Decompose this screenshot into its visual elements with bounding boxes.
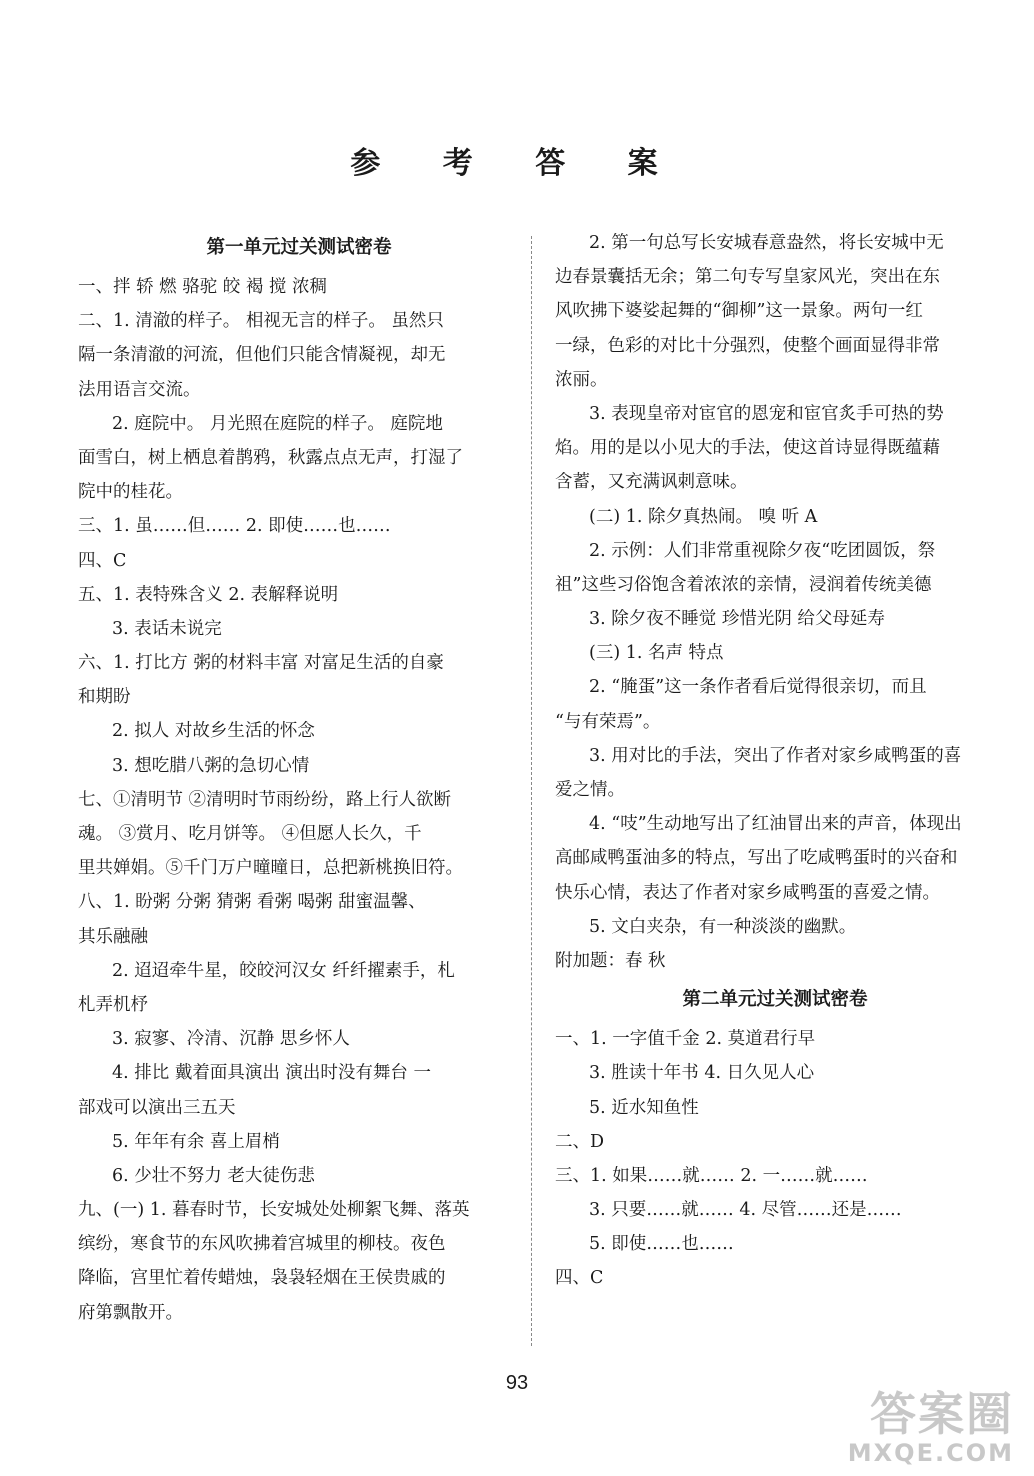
answer-line: 法用语言交流。 [78,379,201,400]
answer-line: 3. 表现皇帝对宦官的恩宠和宦官炙手可热的势 [589,403,944,424]
section-title-unit2: 第二单元过关测试密卷 [682,989,868,1011]
answer-line: 2. 第一句总写长安城春意盎然，将长安城中无 [589,233,944,253]
answer-line: 隔一条清澈的河流，但他们只能含情凝视，却无 [78,345,446,366]
answer-line: (二) 1. 除夕真热闹。 嗅 听 A [589,506,818,527]
answer-line: 3. 胜读十年书 4. 日久见人心 [589,1063,815,1084]
answer-line: 2. “腌蛋”这一条作者看后觉得很亲切，而且 [589,677,927,698]
answer-line: 3. 表话未说完 [112,618,222,639]
right-column [555,226,995,1296]
watermark-logo: 答案圈 MXQE.COM [847,1387,1014,1467]
answer-line: 5. 年年有余 喜上眉梢 [112,1131,280,1152]
answer-line: 部戏可以演出三五天 [78,1097,236,1118]
left-answer-lines [78,270,520,1330]
answer-line: 五、1. 表特殊含义 2. 表解释说明 [78,584,339,605]
answer-line: 九、(一) 1. 暮春时节，长安城处处柳絮飞舞、落英 [78,1200,470,1221]
answer-line: 4. “吱”生动地写出了红油冒出来的声音，体现出 [589,814,962,835]
answer-line: 七、①清明节 ②清明时节雨纷纷，路上行人欲断 [78,789,452,810]
answer-line: 六、1. 打比方 粥的材料丰富 对富足生活的自豪 [78,653,444,674]
answer-line: 二、D [555,1131,605,1152]
answer-line: 边春景囊括无余；第二句专写皇家风光，突出在东 [555,267,940,288]
answer-line: 5. 即使……也…… [589,1234,734,1255]
answer-line: 一、拌 轿 燃 骆驼 皎 褐 搅 浓稠 [78,277,327,297]
answer-line: 风吹拂下婆娑起舞的“御柳”这一景象。两句一红 [555,301,923,322]
answer-line: 府第飘散开。 [78,1302,183,1323]
answer-line: 2. 迢迢牵牛星，皎皎河汉女 纤纤擢素手，札 [112,960,455,981]
answer-line: 5. 近水知鱼性 [589,1097,699,1118]
answer-line: 6. 少壮不努力 老大徒伤悲 [112,1165,315,1186]
answer-line: (三) 1. 名声 特点 [589,643,724,664]
answer-line: 5. 文白夹杂，有一种淡淡的幽默。 [589,916,857,937]
answer-line: 含蓄，又充满讽刺意味。 [555,472,748,493]
answer-line: 里共婵娟。⑤千门万户曈曈日，总把新桃换旧符。 [78,858,463,879]
answer-line: 札弄机杼 [78,994,148,1015]
answer-line: 三、1. 如果……就…… 2. 一……就…… [555,1165,868,1186]
answer-line: 2. 拟人 对故乡生活的怀念 [112,721,315,742]
answer-line: 院中的桂花。 [78,482,183,503]
right-answer-lines-b [555,1022,995,1296]
answer-line: 附加题：春 秋 [555,950,666,971]
answer-line: 缤纷，寒食节的东风吹拂着宫城里的柳枝。夜色 [78,1234,446,1255]
answer-line: 3. 只要……就…… 4. 尽管……还是…… [589,1200,902,1221]
answer-line: 一绿，色彩的对比十分强烈，使整个画面显得非常 [555,335,940,356]
answer-line: 二、1. 清澈的样子。 相视无言的样子。 虽然只 [78,311,444,332]
answer-line: 3. 寂寥、冷清、沉静 思乡怀人 [112,1029,350,1050]
answer-line: 一、1. 一字值千金 2. 莫道君行早 [555,1029,816,1050]
section-title-unit1: 第一单元过关测试密卷 [206,237,392,258]
column-divider [531,236,532,1346]
right-answer-lines-a [555,226,995,978]
answer-line: 祖”这些习俗饱含着浓浓的亲情，浸润着传统美德 [555,574,932,595]
page-number: 93 [505,1372,529,1394]
left-column [78,226,520,1330]
answer-line: 面雪白，树上栖息着鹊鸦，秋露点点无声，打湿了 [78,447,463,468]
answer-line: 四、C [78,550,127,571]
answer-line: 其乐融融 [78,926,148,947]
answer-line: 高邮咸鸭蛋油多的特点，写出了吃咸鸭蛋时的兴奋和 [555,848,958,869]
answer-line: 3. 用对比的手法，突出了作者对家乡咸鸭蛋的喜 [589,745,962,766]
answer-line: 3. 想吃腊八粥的急切心情 [112,755,310,776]
answer-line: 浓丽。 [555,369,608,390]
answer-line: 2. 示例：人们非常重视除夕夜“吃团圆饭，祭 [589,540,936,561]
answer-line: 魂。 ③赏月、吃月饼等。 ④但愿人长久，千 [78,824,422,844]
answer-line: 爱之情。 [555,780,625,800]
answer-line: 4. 排比 戴着面具演出 演出时没有舞台 一 [112,1063,431,1084]
answer-line: 八、1. 盼粥 分粥 猜粥 看粥 喝粥 甜蜜温馨、 [78,892,426,913]
answer-line: 3. 除夕夜不睡觉 珍惜光阴 给父母延寿 [589,609,885,630]
answer-line: 和期盼 [78,687,131,708]
page-title: 参 考 答 案 [350,146,684,181]
answer-line: 2. 庭院中。 月光照在庭院的样子。 庭院地 [112,413,443,434]
answer-line: 降临，宫里忙着传蜡烛，袅袅轻烟在王侯贵戚的 [78,1268,446,1289]
answer-line: 四、C [555,1268,604,1289]
answer-line: “与有荣焉”。 [555,711,661,732]
answer-line: 焰。用的是以小见大的手法，使这首诗显得既蕴藉 [555,438,940,459]
answer-line: 三、1. 虽……但…… 2. 即使……也…… [78,516,391,537]
answer-line: 快乐心情，表达了作者对家乡咸鸭蛋的喜爱之情。 [555,882,940,903]
